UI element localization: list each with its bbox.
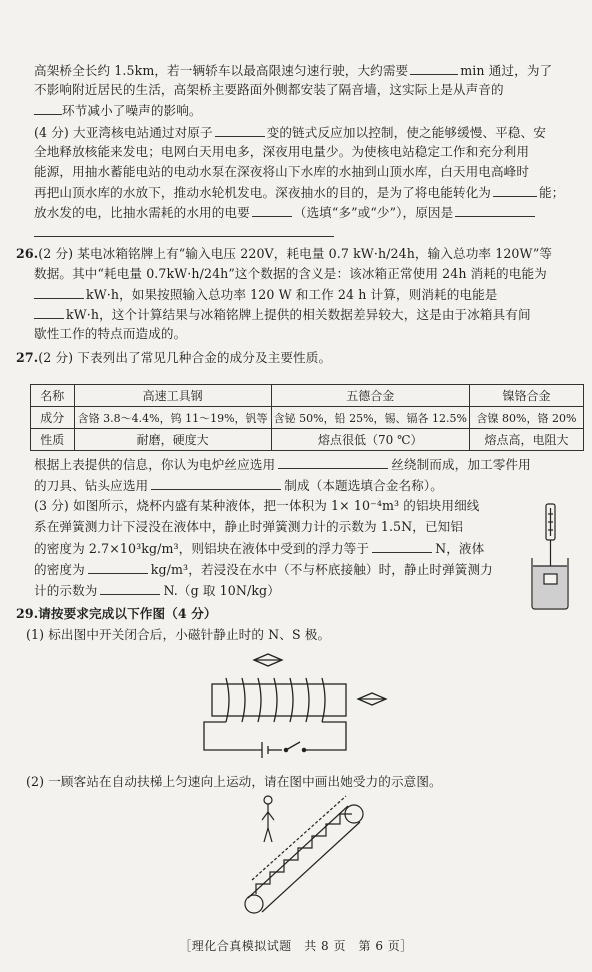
battery-icon: [262, 742, 282, 758]
table-cell: 性质: [31, 429, 75, 451]
table-cell: 熔点高，电阻大: [469, 429, 583, 451]
compass-needle-icon-right: [358, 693, 386, 705]
answer-blank[interactable]: [410, 62, 458, 75]
q25b-line-1: (4 分) 大亚湾核电站通过对原子 变的链式反应加以控制，使之能够缓慢、平稳、安: [34, 125, 546, 140]
table-header-row: [31, 385, 584, 407]
q26-line-3: kW·h，如果按照输入总功率 120 W 和工作 24 h 计算，则消耗的电能是: [34, 286, 497, 303]
q25b-line-6: [34, 224, 334, 241]
page-footer: ［理化合真模拟试题 共 8 页 第 6 页］: [179, 939, 413, 953]
switch-icon: [284, 742, 308, 752]
q29-title: 29.请按要求完成以下作图（4 分）: [16, 606, 217, 621]
solenoid-core: [212, 684, 346, 716]
q27-line-2: 根据上表提供的信息，你认为电炉丝应选用 丝绕制而成，加工零件用: [34, 457, 531, 472]
q29-part-1: (1) 标出图中开关闭合后，小磁针静止时的 N、S 极。: [26, 627, 331, 642]
q25b-line-5: 放水发的电，比抽水需耗的水用的电要 （选填“多”或“少”），原因是: [34, 204, 535, 221]
escalator-belt: [245, 805, 363, 913]
answer-blank[interactable]: [372, 540, 432, 553]
header-line-3: 环节减小了噪声的影响。: [34, 102, 202, 119]
table-row: [31, 407, 584, 429]
table-cell: 含铋 50%，铅 25%，锡、镉各 12.5%: [271, 407, 469, 429]
table-cell: 成分: [31, 407, 75, 429]
q26-line-5: 歇性工作的特点而造成的。: [34, 326, 187, 341]
q29-part-2: (2) 一顾客站在自动扶梯上匀速向上运动，请在图中画出她受力的示意图。: [26, 774, 442, 789]
escalator-steps: [256, 814, 352, 894]
answer-blank[interactable]: [34, 102, 62, 115]
spring-scale-icon: [546, 504, 555, 574]
table-cell: 耐磨，硬度大: [74, 429, 271, 451]
answer-blank[interactable]: [455, 204, 535, 217]
table-cell: 熔点很低（70 ℃）: [271, 429, 469, 451]
q26-line-2: 数据。其中“耗电量 0.7kW·h/24h”这个数据的含义是：该冰箱正常使用 24h 消耗的电能为: [34, 266, 547, 281]
table-cell: 含镍 80%，铬 20%: [469, 407, 583, 429]
circuit-wire: [308, 722, 346, 750]
q25b-line-4: 再把山顶水库的水放下，推动水轮机发电。深夜抽水的目的，是为了将电能转化为 能；: [34, 185, 565, 200]
alloy-table: [30, 384, 584, 451]
q28-line-1: (3 分) 如图所示，烧杯内盛有某种液体，把一体积为 1× 10⁻⁴m³ 的铝块用细线: [34, 498, 480, 513]
q28-line-4: 的密度为 kg/m³，若浸没在水中（不与杯底接触）时，静止时弹簧测力: [34, 562, 493, 577]
q26-line-1: 26.(2 分) 某电冰箱铭牌上有“输入电压 220V，耗电量 0.7 kW·h/24h，输入总功率 120W”等: [16, 246, 553, 261]
answer-blank[interactable]: [252, 204, 292, 217]
q25b-line-2: 全地释放核能来发电；电网白天用电多，深夜用电量少。为使核电站稳定工作和充分利用: [34, 144, 530, 159]
table-cell: 含铬 3.8～4.4%，钨 11～19%，钒等: [74, 407, 271, 429]
q27-line-1: 27.(2 分) 下表列出了常见几种合金的成分及主要性质。: [16, 350, 332, 365]
answer-blank[interactable]: [100, 582, 160, 595]
header-line-2: 不影响附近居民的生活，高架桥主要路面外侧都安装了隔音墙，这实际上是从声音的: [34, 82, 504, 97]
q25b-line-3: 能源，用抽水蓄能电站的电动水泵在深夜将山下水库的水抽到山顶水库，白天用电高峰时: [34, 164, 530, 179]
answer-blank[interactable]: [34, 286, 84, 299]
beaker-icon: [532, 558, 568, 609]
q28-line-5: 计的示数为 N.（g 取 10N/kg）: [34, 583, 280, 598]
q28-line-3: 的密度为 2.7×10³kg/m³，则铝块在液体中受到的浮力等于 N，液体: [34, 541, 485, 556]
q26-line-4: kW·h，这个计算结果与冰箱铭牌上提供的相关数据差异较大，这是由于冰箱具有间: [34, 306, 531, 323]
circuit-wire: [204, 722, 262, 750]
escalator-handrail: [252, 796, 346, 880]
answer-blank[interactable]: [493, 184, 537, 197]
answer-blank[interactable]: [278, 456, 388, 469]
q27-line-3: 的刀具、钻头应选用 制成（本题选填合金名称）。: [34, 478, 443, 493]
table-header-cell: 名称: [31, 385, 75, 407]
person-figure: [262, 796, 274, 842]
answer-blank[interactable]: [151, 477, 281, 490]
escalator-diagram: [236, 790, 366, 918]
q28-line-2: 系在弹簧测力计下浸没在液体中，静止时弹簧测力计的示数为 1.5N，已知铝: [34, 519, 464, 534]
answer-blank[interactable]: [215, 124, 265, 137]
solenoid-circuit-diagram: [196, 648, 418, 760]
table-header-cell: 镍铬合金: [469, 385, 583, 407]
answer-blank[interactable]: [88, 561, 148, 574]
compass-needle-icon-top: [254, 654, 282, 666]
table-row: [31, 429, 584, 451]
answer-blank[interactable]: [34, 306, 64, 319]
table-header-cell: 五德合金: [271, 385, 469, 407]
table-header-cell: 高速工具钢: [74, 385, 271, 407]
answer-blank[interactable]: [34, 224, 334, 237]
header-line-1: 高架桥全长约 1.5km，若一辆轿车以最高限速匀速行驶，大约需要 min 通过，为了: [34, 63, 553, 78]
spring-scale-beaker-diagram: [528, 502, 572, 612]
